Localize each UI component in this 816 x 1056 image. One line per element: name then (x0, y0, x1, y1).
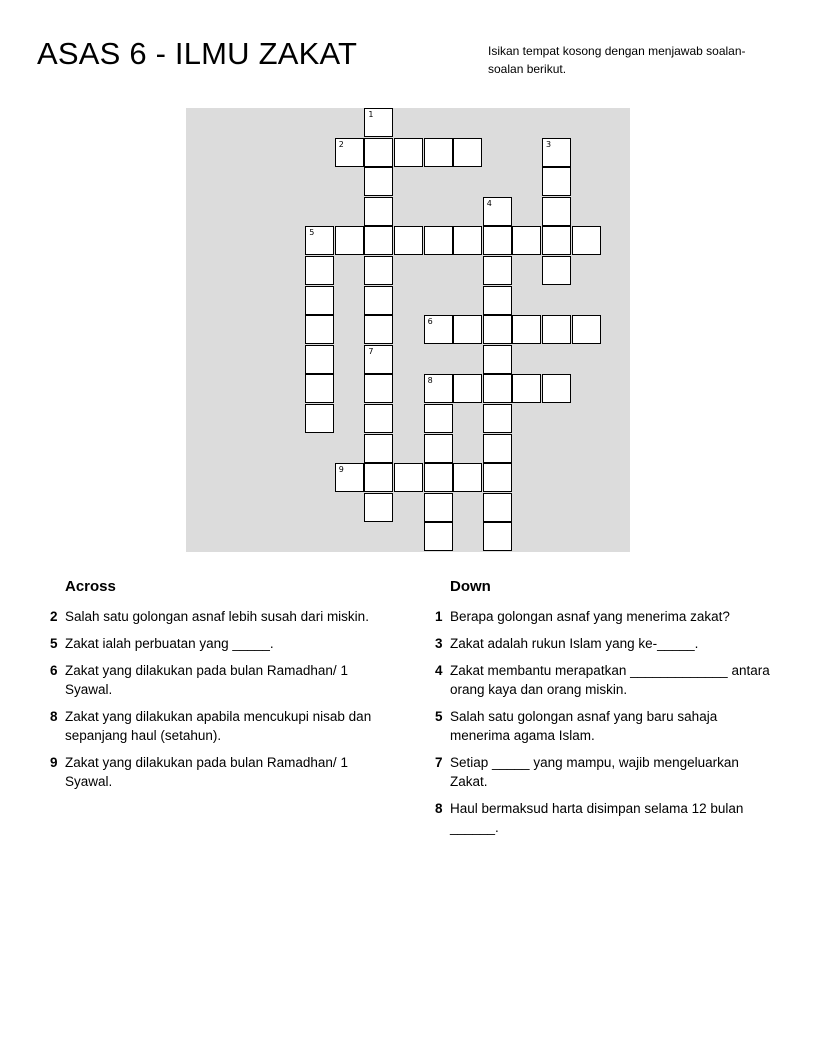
down-clue (425, 799, 770, 837)
crossword-cell[interactable] (483, 434, 512, 463)
crossword-cell[interactable] (483, 197, 512, 226)
crossword-cell[interactable] (364, 197, 393, 226)
crossword-cell[interactable] (424, 434, 453, 463)
crossword-cell[interactable] (483, 404, 512, 433)
crossword-cell[interactable] (364, 463, 393, 492)
clue-number: 8 (50, 709, 58, 724)
crossword-cell[interactable] (424, 315, 453, 344)
cell-number: 9 (338, 465, 344, 475)
crossword-cell[interactable] (364, 167, 393, 196)
cell-number: 3 (546, 139, 552, 149)
crossword-cell[interactable] (483, 463, 512, 492)
crossword-cell[interactable] (394, 226, 423, 255)
crossword-cell[interactable] (424, 374, 453, 403)
cell-number: 7 (368, 346, 374, 356)
cell-number: 5 (309, 228, 315, 238)
across-clue (40, 661, 395, 699)
crossword-cell[interactable] (453, 374, 482, 403)
clue-number: 3 (435, 636, 443, 651)
crossword-cell[interactable] (364, 404, 393, 433)
crossword-cell[interactable] (542, 167, 571, 196)
crossword-cell[interactable] (364, 374, 393, 403)
crossword-cell[interactable] (424, 463, 453, 492)
clue-text: Berapa golongan asnaf yang menerima zakat? (450, 609, 730, 624)
down-clue (425, 707, 770, 745)
crossword-cell[interactable] (364, 256, 393, 285)
down-heading: Down (450, 578, 491, 595)
across-clue (40, 607, 395, 626)
crossword-cell[interactable] (364, 226, 393, 255)
crossword-grid (186, 108, 630, 552)
down-clues (425, 576, 770, 845)
crossword-cell[interactable] (572, 226, 601, 255)
clue-text: Zakat yang dilakukan pada bulan Ramadhan/ 1 Syawal. (65, 755, 348, 789)
down-clue (425, 661, 770, 699)
clue-number: 6 (50, 663, 58, 678)
crossword-cell[interactable] (483, 493, 512, 522)
crossword-cell[interactable] (305, 256, 334, 285)
crossword-cell[interactable] (424, 404, 453, 433)
crossword-cell[interactable] (483, 315, 512, 344)
crossword-cell[interactable] (572, 315, 601, 344)
clue-text: Salah satu golongan asnaf lebih susah dari miskin. (65, 609, 369, 624)
clue-number: 5 (435, 709, 443, 724)
across-clue (40, 707, 395, 745)
crossword-cell[interactable] (424, 226, 453, 255)
crossword-cell[interactable] (335, 463, 364, 492)
clue-text: Zakat yang dilakukan apabila mencukupi nisab dan sepanjang haul (setahun). (65, 709, 372, 743)
crossword-cell[interactable] (512, 226, 541, 255)
cell-number: 2 (338, 139, 344, 149)
crossword-cell[interactable] (364, 434, 393, 463)
crossword-cell[interactable] (453, 226, 482, 255)
crossword-cell[interactable] (305, 286, 334, 315)
crossword-cell[interactable] (483, 522, 512, 551)
crossword-cell[interactable] (305, 374, 334, 403)
clue-text: Haul bermaksud harta disimpan selama 12 bulan ______. (450, 801, 744, 835)
crossword-cell[interactable] (512, 315, 541, 344)
cell-number: 4 (486, 198, 492, 208)
page-title: ASAS 6 - ILMU ZAKAT (37, 36, 358, 71)
crossword-cell[interactable] (483, 374, 512, 403)
clue-number: 5 (50, 636, 58, 651)
clue-number: 4 (435, 663, 443, 678)
crossword-cell[interactable] (364, 493, 393, 522)
crossword-cell[interactable] (483, 286, 512, 315)
crossword-cell[interactable] (453, 463, 482, 492)
across-clue-list (40, 607, 395, 791)
crossword-cell[interactable] (542, 138, 571, 167)
crossword-cell[interactable] (483, 226, 512, 255)
crossword-cell[interactable] (335, 226, 364, 255)
crossword-cell[interactable] (542, 315, 571, 344)
clue-text: Zakat membantu merapatkan _____________ antara orang kaya dan orang miskin. (450, 663, 770, 697)
crossword-cell[interactable] (453, 315, 482, 344)
crossword-cell[interactable] (483, 345, 512, 374)
crossword-cell[interactable] (542, 374, 571, 403)
crossword-cell[interactable] (512, 374, 541, 403)
crossword-cell[interactable] (542, 197, 571, 226)
clue-number: 9 (50, 755, 58, 770)
clue-number: 8 (435, 801, 443, 816)
cell-number: 8 (427, 376, 433, 386)
down-clue (425, 607, 770, 626)
crossword-cell[interactable] (453, 138, 482, 167)
crossword-cell[interactable] (364, 138, 393, 167)
crossword-cell[interactable] (394, 138, 423, 167)
down-clue (425, 634, 770, 653)
cell-number: 6 (427, 317, 433, 327)
across-heading: Across (65, 578, 116, 595)
across-clues (40, 576, 395, 799)
down-clue (425, 753, 770, 791)
crossword-cell[interactable] (542, 226, 571, 255)
crossword-cell[interactable] (364, 345, 393, 374)
crossword-cell[interactable] (483, 256, 512, 285)
crossword-cell[interactable] (424, 493, 453, 522)
crossword-cell[interactable] (364, 315, 393, 344)
clue-text: Salah satu golongan asnaf yang baru sahaja menerima agama Islam. (450, 709, 718, 743)
clue-text: Setiap _____ yang mampu, wajib mengeluarkan Zakat. (450, 755, 739, 789)
crossword-cell[interactable] (394, 463, 423, 492)
crossword-cell[interactable] (542, 256, 571, 285)
crossword-cell[interactable] (424, 522, 453, 551)
clue-number: 2 (50, 609, 58, 624)
instructions: Isikan tempat kosong dengan menjawab soalan-soalan berikut. (488, 44, 746, 76)
across-clue (40, 634, 395, 653)
crossword-cell[interactable] (364, 108, 393, 137)
crossword-cell[interactable] (305, 404, 334, 433)
crossword-cell[interactable] (305, 345, 334, 374)
crossword-cell[interactable] (305, 226, 334, 255)
clue-text: Zakat ialah perbuatan yang _____. (65, 636, 274, 651)
crossword-cell[interactable] (305, 315, 334, 344)
clue-number: 1 (435, 609, 443, 624)
crossword-cell[interactable] (424, 138, 453, 167)
clue-text: Zakat yang dilakukan pada bulan Ramadhan/ 1 Syawal. (65, 663, 348, 697)
crossword-cell[interactable] (335, 138, 364, 167)
crossword-cell[interactable] (364, 286, 393, 315)
clue-number: 7 (435, 755, 443, 770)
cell-number: 1 (368, 110, 374, 119)
down-clue-list (425, 607, 770, 837)
clue-text: Zakat adalah rukun Islam yang ke-_____. (450, 636, 699, 651)
across-clue (40, 753, 395, 791)
